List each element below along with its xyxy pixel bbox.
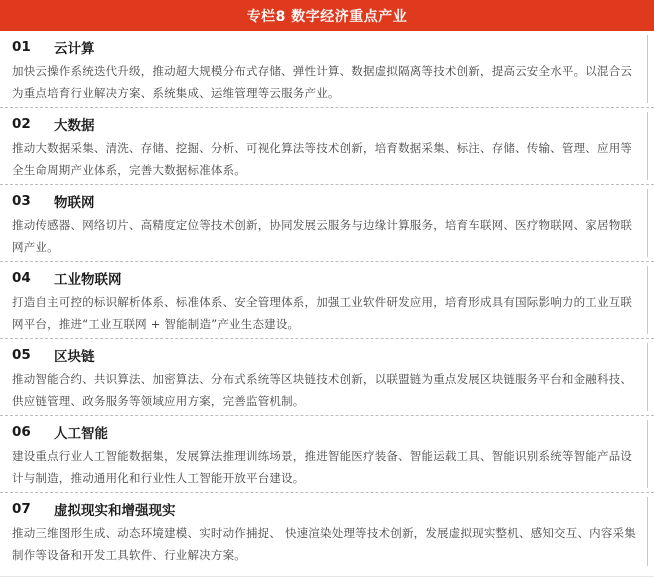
- section-description: 加快云操作系统迭代升级，推动超大规模分布式存储、弹性计算、数据虚拟隔离等技术创新，提高云安全水平。以混合云为重点培育行业解决方案、系统集成、运维管理等云服务产业。: [12, 64, 633, 100]
- section-number: 04: [12, 270, 31, 286]
- section-item: [0, 262, 654, 339]
- column-title: 专栏8 数字经济重点产业: [0, 0, 654, 31]
- section-number: 06: [12, 424, 31, 440]
- section-description: 推动传感器、网络切片、高精度定位等技术创新，协同发展云服务与边缘计算服务，培育车联网、医疗物联网、家居物联网产业。: [12, 218, 633, 254]
- section-title: 人工智能: [54, 426, 108, 442]
- section-heading: [12, 421, 640, 443]
- section-title: 云计算: [54, 41, 95, 57]
- section-description: 推动三维图形生成、动态环境建模、实时动作捕捉、 快速渲染处理等技术创新，发展虚拟现实整机、感知交互、内容采集制作等设备和开发工具软件、行业解决方案。: [12, 526, 636, 562]
- section-title: 虚拟现实和增强现实: [54, 503, 176, 519]
- section-title: 大数据: [54, 118, 95, 134]
- section-title: 区块链: [54, 349, 95, 365]
- section-heading: [12, 498, 640, 520]
- section-item: [0, 108, 654, 185]
- section-number: 03: [12, 193, 31, 209]
- section-description: 打造自主可控的标识解析体系、标准体系、安全管理体系，加强工业软件研发应用，培育形成具有国际影响力的工业互联网平台，推进“工业互联网 + 智能制造”产业生态建设。: [12, 295, 633, 331]
- section-number: 05: [12, 347, 31, 363]
- section-list: [0, 31, 654, 570]
- section-item: [0, 31, 654, 108]
- section-number: 01: [12, 39, 31, 55]
- section-item: [0, 493, 654, 570]
- section-heading: [12, 190, 640, 212]
- section-item: [0, 339, 654, 416]
- section-description: 建设重点行业人工智能数据集，发展算法推理训练场景，推进智能医疗装备、智能运载工具、智能识别系统等智能产品设计与制造，推动通用化和行业性人工智能开放平台建设。: [12, 449, 633, 485]
- section-item: [0, 185, 654, 262]
- section-heading: [12, 36, 640, 58]
- section-heading: [12, 267, 640, 289]
- section-number: 02: [12, 116, 31, 132]
- section-item: [0, 416, 654, 493]
- section-title: 物联网: [54, 195, 95, 211]
- section-number: 07: [12, 501, 31, 517]
- section-title: 工业物联网: [54, 272, 122, 288]
- section-heading: [12, 113, 640, 135]
- section-heading: [12, 344, 640, 366]
- section-description: 推动大数据采集、清洗、存储、挖掘、分析、可视化算法等技术创新，培育数据采集、标注、存储、传输、管理、应用等全生命周期产业体系，完善大数据标准体系。: [12, 141, 633, 177]
- section-description: 推动智能合约、共识算法、加密算法、分布式系统等区块链技术创新，以联盟链为重点发展区块链服务平台和金融科技、供应链管理、政务服务等领域应用方案，完善监管机制。: [12, 372, 633, 408]
